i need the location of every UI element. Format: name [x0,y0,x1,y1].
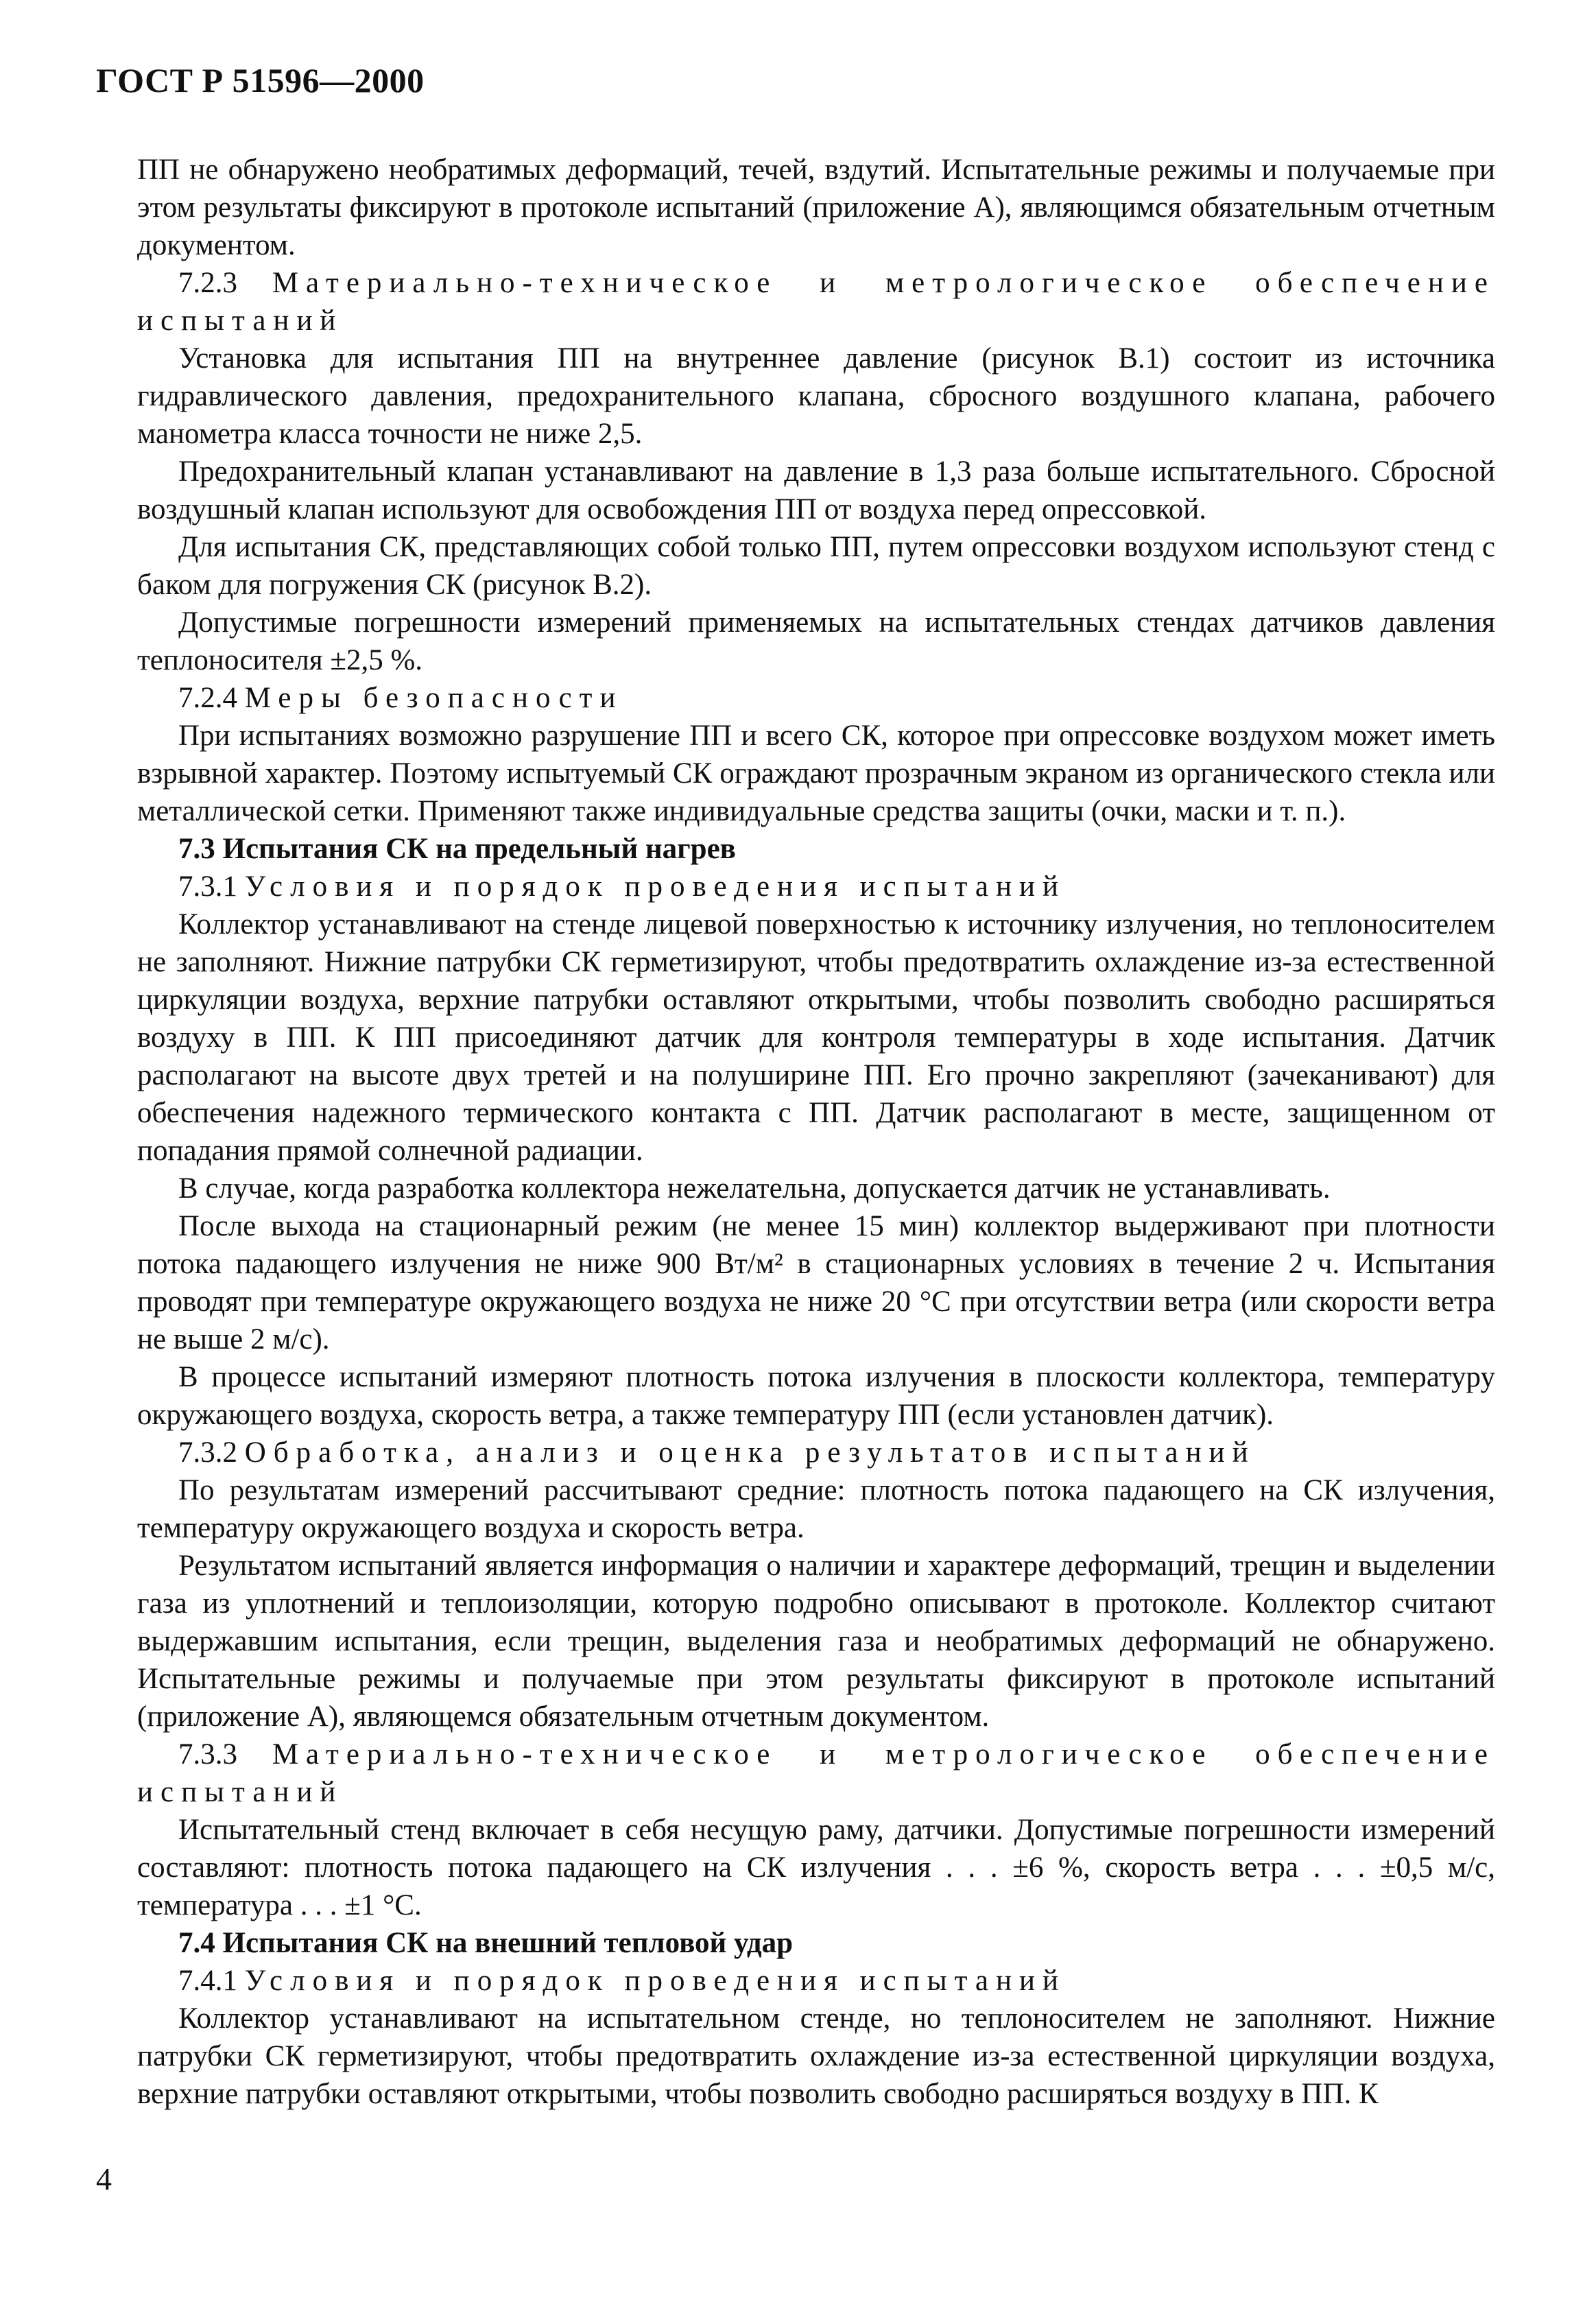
section-heading-7-4: 7.4 Испытания СК на внешний тепловой удар [178,1927,794,1959]
subheading-7-4-1 [137,1962,1495,2000]
subheading-number: 7.4.1 [178,1965,237,1997]
paragraph: Допустимые погрешности измерений применяемых на испытательных стендах датчиков давления теплоносителя ±2,5 %. [137,606,1495,676]
paragraph: По результатам измерений рассчитывают средние: плотность потока падающего на СК излучения, температуру окружающего воздуха и скорость ветра. [137,1474,1495,1544]
paragraph: Результатом испытаний является информация о наличии и характере деформаций, трещин и выделении газа из уплотнений и теплоизоляции, которую подробно описывают в протоколе. Коллектор считают выдержавшим испытания, если трещин, выделения газа и необратимых деформаций не обнаружено. Испытательные режимы и получаемые при этом результаты фиксируют в протоколе испытаний (приложение А), являющемся обязательным отчетным документом. [137,1550,1495,1733]
subheading-title: Меры безопасности [244,682,623,714]
subheading-7-2-3 [137,264,1495,340]
subheading-7-3-1 [137,868,1495,905]
paragraph: В случае, когда разработка коллектора нежелательна, допускается датчик не устанавливать. [178,1172,1331,1205]
subheading-7-3-3 [137,1736,1495,1811]
paragraph: Испытательный стенд включает в себя несущую раму, датчики. Допустимые погрешности измерений составляют: плотность потока падающего на СК излучения . . . ±6 %, скорость ветра . . . ±0,5 м/с, температура . . . ±1 °С. [137,1814,1495,1921]
page-body [137,151,1495,2113]
paragraph: Установка для испытания ПП на внутреннее давление (рисунок В.1) состоит из источника гидравлического давления, предохранительного клапана, сбросного воздушного клапана, рабочего манометра класса точности не ниже 2,5. [137,342,1495,450]
subheading-title: Условия и порядок проведения испытаний [244,1965,1067,1997]
subheading-title: Материально-техническое и метрологическое обеспечение испытаний [137,267,1496,337]
subheading-number: 7.2.3 [178,267,237,299]
section-heading-7-3: 7.3 Испытания СК на предельный нагрев [178,833,736,865]
subheading-title: Материально-техническое и метрологическое обеспечение испытаний [137,1738,1496,1808]
paragraph: При испытаниях возможно разрушение ПП и всего СК, которое при опрессовке воздухом может иметь взрывной характер. Поэтому испытуемый СК ограждают прозрачным экраном из органического стекла или металлической сетки. Применяют также индивидуальные средства защиты (очки, маски и т. п.). [137,720,1495,827]
subheading-title: Условия и порядок проведения испытаний [244,871,1067,903]
paragraph: Коллектор устанавливают на испытательном стенде, но теплоносителем не заполняют. Нижние патрубки СК герметизируют, чтобы предотвратить охлаждение из-за естественной циркуляции воздуха, верхние патрубки оставляют открытыми, чтобы позволить свободно расширяться воздуху в ПП. К [137,2002,1495,2110]
paragraph: После выхода на стационарный режим (не менее 15 мин) коллектор выдерживают при плотности потока падающего излучения не ниже 900 Вт/м² в стационарных условиях в течение 2 ч. Испытания проводят при температуре окружающего воздуха не ниже 20 °С при отсутствии ветра (или скорости ветра не выше 2 м/с). [137,1210,1495,1355]
page-number: 4 [96,2162,112,2196]
paragraph: Предохранительный клапан устанавливают на давление в 1,3 раза больше испытательного. Сбросной воздушный клапан используют для освобождения ПП от воздуха перед опрессовкой. [137,455,1495,525]
subheading-number: 7.3.2 [178,1436,237,1469]
paragraph: В процессе испытаний измеряют плотность потока излучения в плоскости коллектора, температуру окружающего воздуха, скорость ветра, а также температуру ПП (если установлен датчик). [137,1361,1495,1431]
document-header: ГОСТ Р 51596—2000 [96,61,425,99]
paragraph: Коллектор устанавливают на стенде лицевой поверхностью к источнику излучения, но теплоносителем не заполняют. Нижние патрубки СК герметизируют, чтобы предотвратить охлаждение из-за естественной циркуляции воздуха, верхние патрубки оставляют открытыми, чтобы позволить свободно расширяться воздуху в ПП. К ПП присоединяют датчик для контроля температуры в ходе испытания. Датчик располагают на высоте двух третей и на полуширине ПП. Его прочно закрепляют (зачеканивают) для обеспечения надежного термического контакта с ПП. Датчик располагают в месте, защищенном от попадания прямой солнечной радиации. [137,908,1495,1167]
subheading-number: 7.3.1 [178,871,237,903]
subheading-7-2-4 [137,679,1495,717]
subheading-title: Обработка, анализ и оценка результатов испытаний [244,1436,1256,1469]
subheading-7-3-2 [137,1434,1495,1471]
subheading-number: 7.2.4 [178,682,237,714]
paragraph: ПП не обнаружено необратимых деформаций, течей, вздутий. Испытательные режимы и получаемые при этом результаты фиксируют в протоколе испытаний (приложение А), являющимся обязательным отчетным документом. [137,154,1495,261]
paragraph: Для испытания СК, представляющих собой только ПП, путем опрессовки воздухом используют стенд с баком для погружения СК (рисунок В.2). [137,531,1495,601]
subheading-number: 7.3.3 [178,1738,237,1771]
